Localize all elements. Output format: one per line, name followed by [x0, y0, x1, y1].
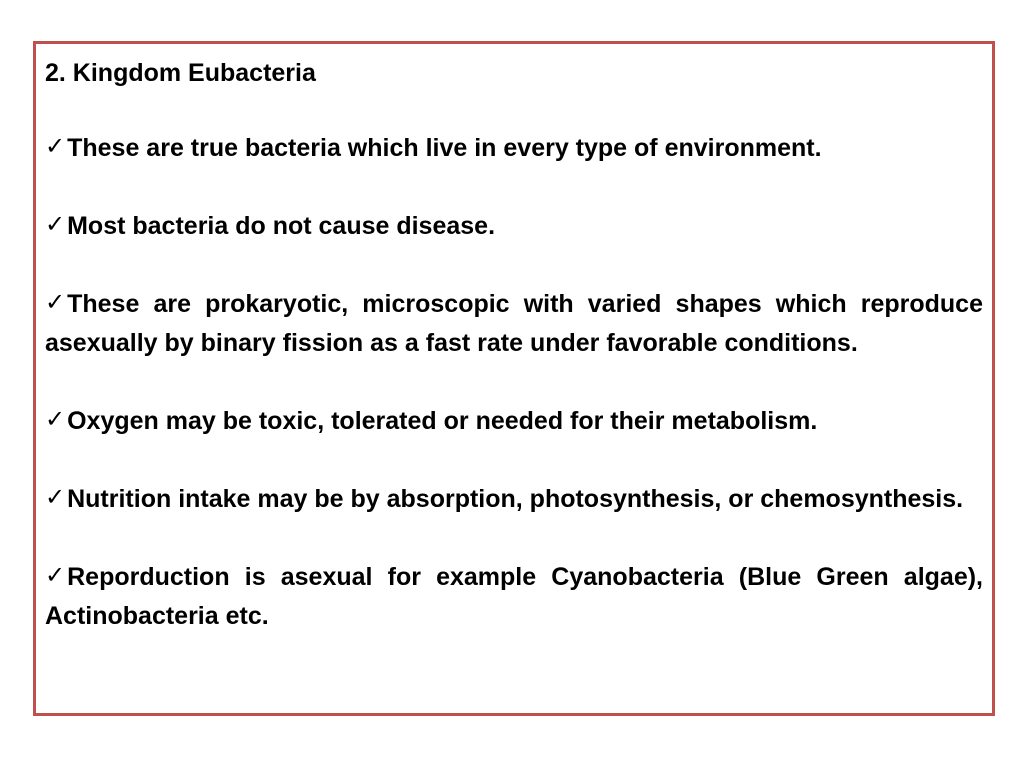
bullet-text: Oxygen may be toxic, tolerated or needed for their metabolism.: [67, 407, 818, 435]
bullet-text: These are prokaryotic, microscopic with varied shapes which reproduce asexually by binary fission as a fast rate under favorable conditions.: [45, 290, 983, 357]
bullet-item: [45, 129, 983, 168]
check-mark-icon: ✓: [45, 132, 66, 160]
content-box: [33, 41, 995, 716]
slide-heading: 2. Kingdom Eubacteria: [45, 59, 316, 87]
bullet-text: Nutrition intake may be by absorption, photosynthesis, or chemosynthesis.: [67, 485, 964, 513]
check-mark-icon: ✓: [45, 288, 66, 316]
bullet-text: Most bacteria do not cause disease.: [67, 212, 496, 240]
bullet-item: [45, 285, 983, 363]
check-mark-icon: ✓: [45, 483, 66, 511]
check-mark-icon: ✓: [45, 561, 66, 589]
check-mark-icon: ✓: [45, 210, 66, 238]
check-mark-icon: ✓: [45, 405, 66, 433]
bullet-item: [45, 558, 983, 636]
bullet-item: [45, 480, 983, 519]
bullet-item: [45, 402, 983, 441]
bullet-item: [45, 207, 983, 246]
bullet-text: Reporduction is asexual for example Cyanobacteria (Blue Green algae), Actinobacteria etc.: [45, 563, 983, 630]
bullet-text: These are true bacteria which live in every type of environment.: [67, 134, 822, 162]
bullet-list: [45, 129, 983, 636]
